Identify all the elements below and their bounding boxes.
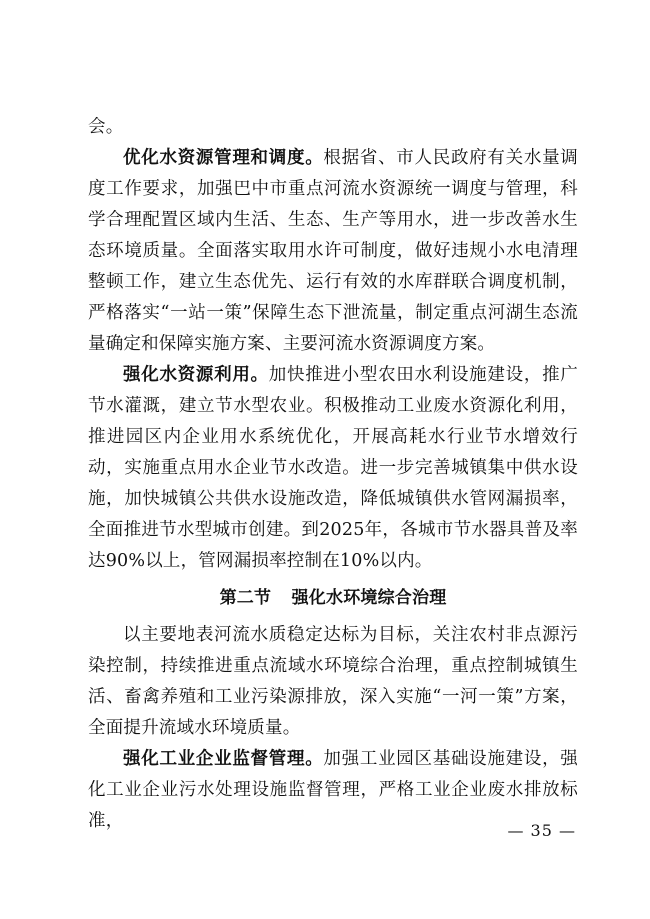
section-number: 第二节 — [219, 588, 272, 608]
paragraph-section-intro — [88, 620, 578, 744]
paragraph-industrial-supervision — [88, 744, 578, 837]
paragraph-text: 加强工业园区基础设施建设，强化工业企业污水处理设施监督管理，严格工业企业废水排放标准， — [88, 749, 578, 831]
document-body — [88, 112, 578, 837]
paragraph-text: 根据省、市人民政府有关水量调度工作要求，加强巴中市重点河流水资源统一调度与管理，科学合理配置区域内生活、生态、生产等用水，进一步改善水生态环境质量。全面落实取用水许可制度，做好违规小水电清理整顿工作，建立生态优先、运行有效的水库群联合调度机制，严格落实“一站一策”保障生态下泄流量，制定重点河湖生态流量确定和保障实施方案、主要河流水资源调度方案。 — [88, 148, 578, 354]
paragraph-lead-heading: 强化工业企业监督管理。 — [123, 749, 324, 769]
paragraph-text: 会。 — [88, 117, 124, 137]
paragraph-lead-heading: 强化水资源利用。 — [123, 365, 269, 385]
paragraph-text: 加快推进小型农田水利设施建设，推广节水灌溉，建立节水型农业。积极推动工业废水资源化利用，推进园区内企业用水系统优化，开展高耗水行业节水增效行动，实施重点用水企业节水改造。进一步完善城镇集中供水设施，加快城镇公共供水设施改造，降低城镇供水管网漏损率，全面推进节水型城市创建。到2025年，各城市节水器具普及率达90%以上，管网漏损率控制在10%以内。 — [88, 365, 578, 571]
section-title: 强化水环境综合治理 — [291, 588, 447, 608]
section-heading — [88, 583, 578, 614]
paragraph-text: 以主要地表河流水质稳定达标为目标，关注农村非点源污染控制，持续推进重点流域水环境综合治理，重点控制城镇生活、畜禽养殖和工业污染源排放，深入实施“一河一策”方案，全面提升流域水环境质量。 — [88, 625, 578, 738]
page-number: — 35 — — [507, 821, 576, 840]
paragraph-water-resource-utilization — [88, 360, 578, 577]
paragraph-water-resource-management — [88, 143, 578, 360]
paragraph-continuation — [88, 112, 578, 143]
paragraph-lead-heading: 优化水资源管理和调度。 — [123, 148, 324, 168]
